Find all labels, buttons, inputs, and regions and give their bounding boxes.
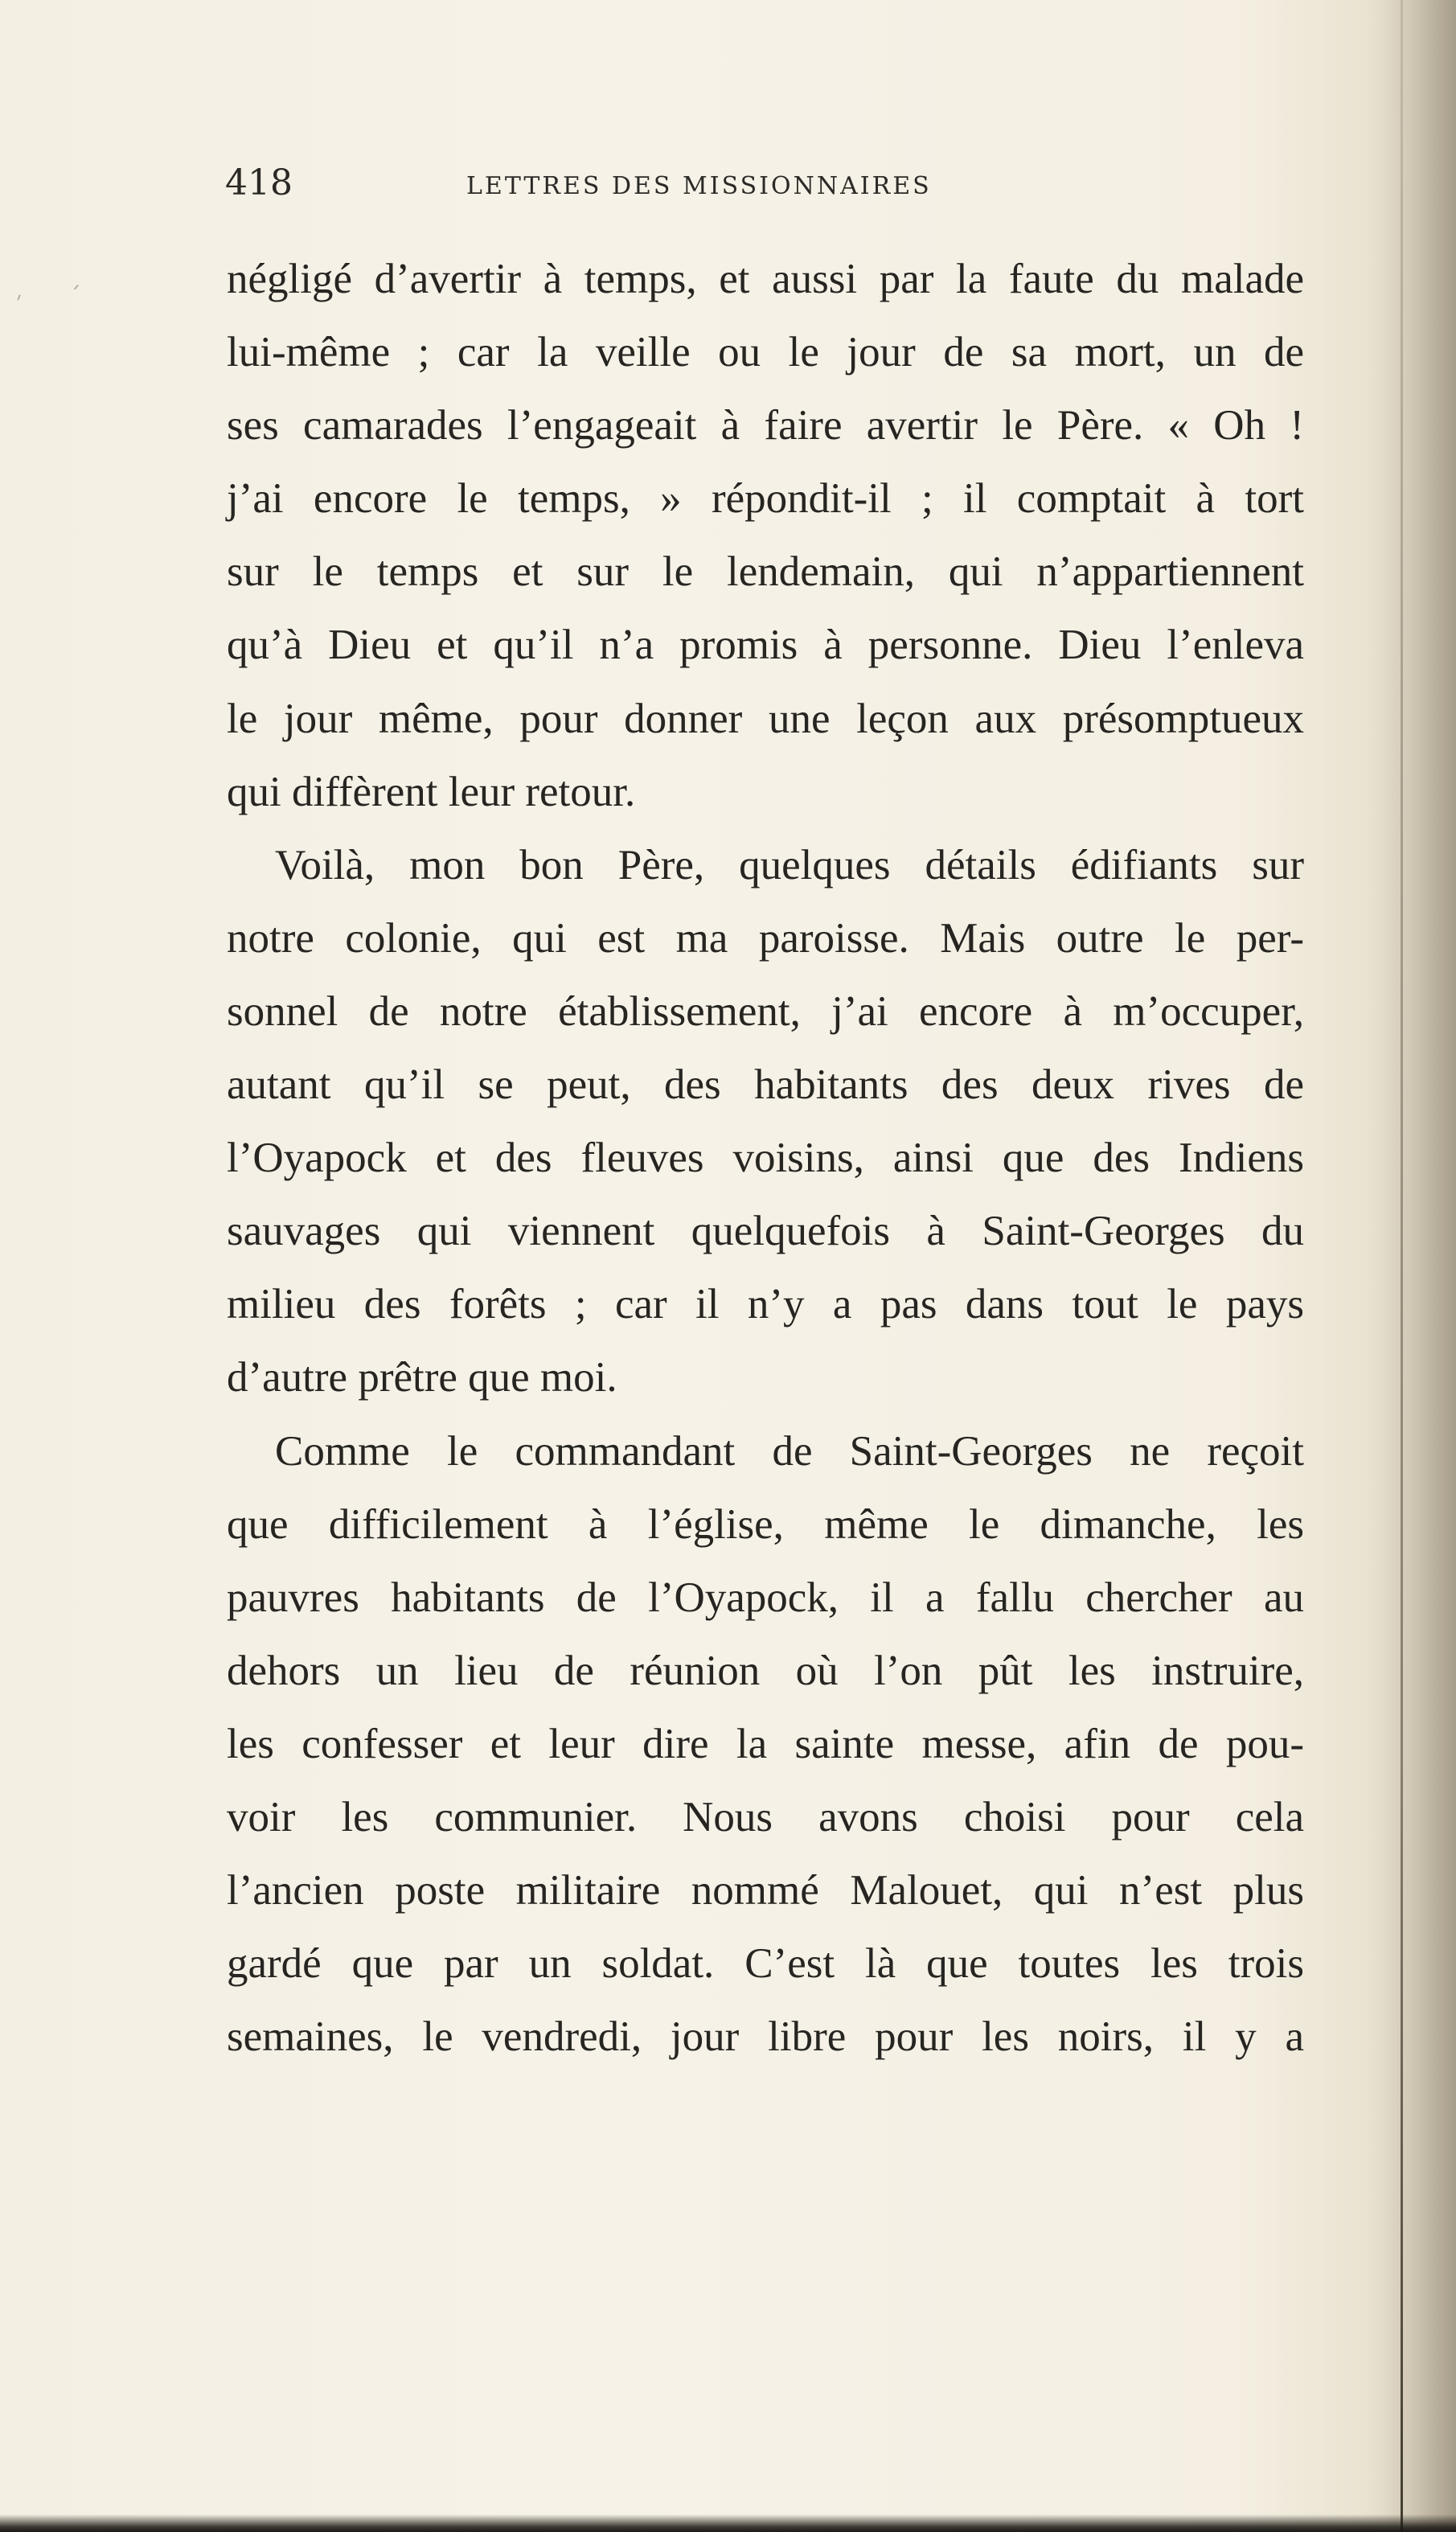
text-line: Comme le commandant de Saint-Georges ne reçoit (275, 1427, 1304, 1475)
text-line: que difficilement à l’église, même le dimanche, les (227, 1500, 1304, 1548)
text-line: j’ai encore le temps, » répondit-il ; il comptait à tort (227, 475, 1304, 523)
margin-mark: ˏ (3, 272, 25, 303)
text-line: lui-même ; car la veille ou le jour de sa mort, un de (227, 329, 1304, 376)
text-line: semaines, le vendredi, jour libre pour les noirs, il y a (227, 2013, 1304, 2061)
page-bottom-edge (0, 2514, 1456, 2532)
running-head (225, 159, 1310, 215)
text-line: pauvres habitants de l’Oyapock, il a fallu chercher au (227, 1574, 1304, 1621)
text-line: Voilà, mon bon Père, quelques détails édifiants sur (275, 841, 1304, 888)
text-line: dehors un lieu de réunion où l’on pût les instruire, (227, 1647, 1304, 1694)
text-line: milieu des forêts ; car il n’y a pas dans tout le pays (227, 1281, 1304, 1328)
text-line: ses camarades l’engageait à faire avertir le Père. « Oh ! (227, 402, 1304, 449)
text-line: sauvages qui viennent quelquefois à Saint-Georges du (227, 1208, 1304, 1255)
body-text (227, 243, 1304, 2074)
text-line: l’Oyapock et des fleuves voisins, ainsi que des Indiens (227, 1135, 1304, 1182)
page-gutter-shadow (1368, 0, 1456, 2532)
text-line: notre colonie, qui est ma paroisse. Mais outre le per- (227, 914, 1304, 962)
text-line: le jour même, pour donner une leçon aux présomptueux (227, 695, 1304, 742)
text-line: l’ancien poste militaire nommé Malouet, qui n’est plus (227, 1867, 1304, 1914)
text-line: sonnel de notre établissement, j’ai encore à m’occuper, (227, 987, 1304, 1035)
text-line: gardé que par un soldat. C’est là que toutes les trois (227, 1940, 1304, 1988)
text-line: d’autre prêtre que moi. (227, 1354, 617, 1401)
text-line: sur le temps et sur le lendemain, qui n’appartiennent (227, 548, 1304, 596)
text-line: négligé d’avertir à temps, et aussi par la faute du malade (227, 256, 1304, 302)
page-number: 418 (225, 162, 293, 203)
text-line: autant qu’il se peut, des habitants des deux rives de (227, 1061, 1304, 1109)
running-title: LETTRES DES MISSIONNAIRES (466, 172, 932, 200)
text-line: qu’à Dieu et qu’il n’a promis à personne. Dieu l’enleva (227, 622, 1304, 669)
text-line: qui diffèrent leur retour. (227, 768, 636, 815)
text-line: voir les communier. Nous avons choisi pour cela (227, 1793, 1304, 1841)
margin-mark: ˏ (69, 262, 81, 290)
page-edge-line (1401, 0, 1403, 2532)
text-line: les confesser et leur dire la sainte messe, afin de pou- (227, 1720, 1304, 1767)
